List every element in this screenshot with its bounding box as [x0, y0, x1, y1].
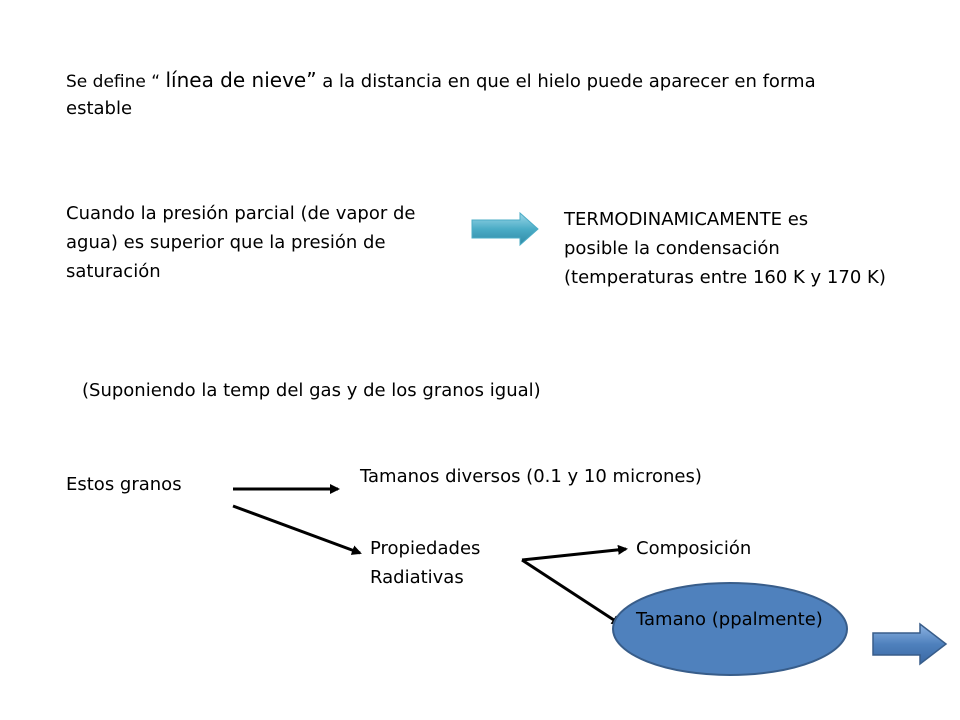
condition-left-line-3: saturación	[66, 261, 161, 282]
size-main-text: Tamano (ppalmente)	[636, 609, 823, 630]
grain-sizes-text: Tamanos diversos (0.1 y 10 micrones)	[360, 466, 702, 487]
condition-left-line-2: agua) es superior que la presión de	[66, 232, 386, 253]
definition-prefix: Se define “	[66, 72, 166, 92]
properties-line-1: Propiedades	[370, 538, 481, 559]
arrow-to-size-main	[522, 560, 620, 624]
condition-block-arrow	[472, 213, 538, 245]
definition-line-2: estable	[66, 98, 133, 119]
composition-text: Composición	[636, 538, 752, 559]
condition-right-line-3: (temperaturas entre 160 K y 170 K)	[564, 267, 886, 288]
assumption-text: (Suponiendo la temp del gas y de los granos igual)	[82, 380, 541, 401]
definition-term: línea de nieve”	[165, 68, 317, 92]
condition-right-line-2: posible la condensación	[564, 238, 780, 259]
grains-label: Estos granos	[66, 474, 182, 495]
properties-line-2: Radiativas	[370, 567, 464, 588]
condition-right-line-1: TERMODINAMICAMENTE es	[564, 209, 809, 230]
arrow-to-composition	[522, 549, 626, 560]
condition-left-line-1: Cuando la presión parcial (de vapor de	[66, 203, 416, 224]
arrow-to-properties	[233, 506, 360, 553]
definition-suffix: a la distancia en que el hielo puede aparecer en forma	[316, 71, 816, 92]
size-main-block-arrow	[873, 624, 946, 664]
